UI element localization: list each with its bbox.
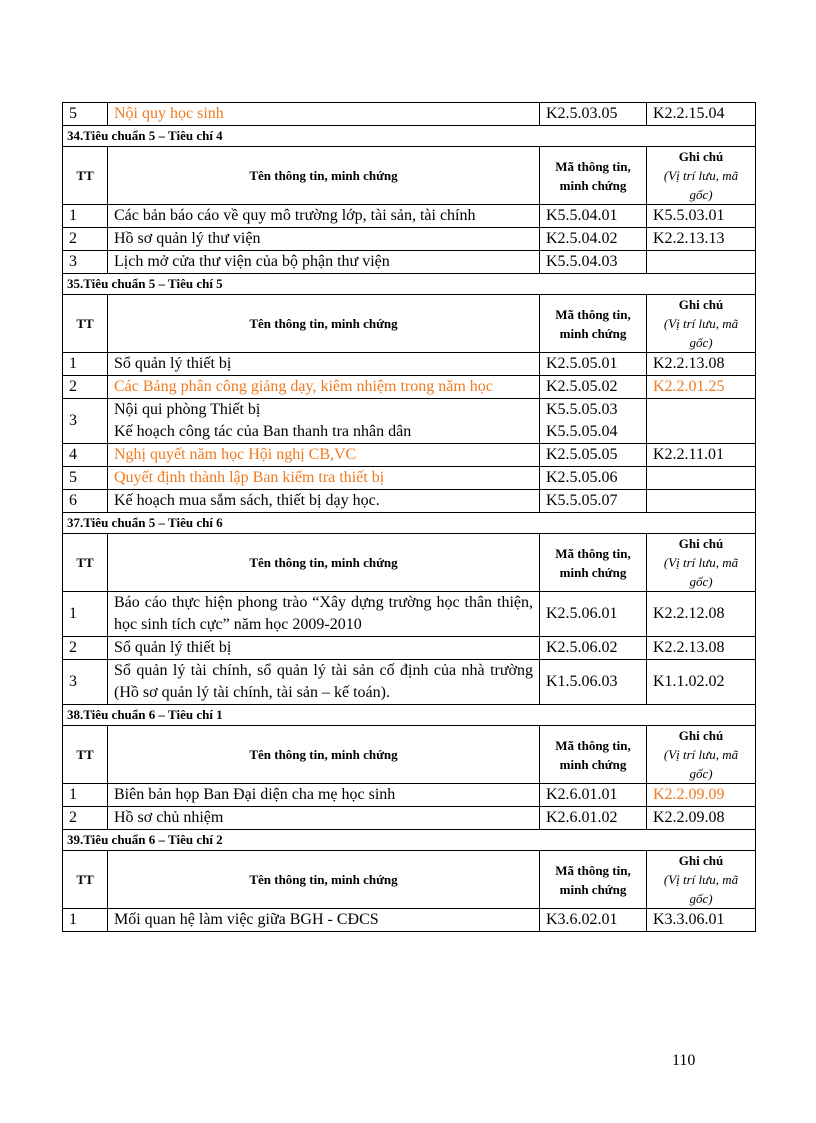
evidence-table bbox=[62, 102, 756, 932]
evidence-name-text: Kế hoạch công tác của Ban thanh tra nhân dân bbox=[114, 423, 412, 440]
header-tt: TT bbox=[63, 726, 108, 784]
section-title-row bbox=[63, 126, 756, 147]
row-note: K2.2.01.25 bbox=[647, 376, 756, 399]
evidence-name-text: Nghị quyết năm học Hội nghị CB,VC bbox=[114, 446, 357, 463]
table-row bbox=[63, 353, 756, 376]
row-evidence-code bbox=[540, 784, 647, 807]
row-evidence-code bbox=[540, 467, 647, 490]
row-evidence-code bbox=[540, 660, 647, 705]
evidence-name-text: Báo cáo thực hiện phong trào “Xây dựng trường học thân thiện, học sinh tích cực” năm học 2009-2010 bbox=[114, 594, 533, 633]
evidence-code-text: K5.5.04.01 bbox=[546, 207, 618, 224]
row-note: K2.2.13.08 bbox=[647, 353, 756, 376]
table-row bbox=[63, 103, 756, 126]
row-note: K2.2.15.04 bbox=[647, 103, 756, 126]
row-number: 1 bbox=[63, 784, 108, 807]
evidence-name-text: Biên bản họp Ban Đại diện cha mẹ học sinh bbox=[114, 786, 396, 803]
table-row bbox=[63, 637, 756, 660]
row-evidence-name bbox=[108, 490, 540, 513]
header-note bbox=[647, 147, 756, 205]
header-code: Mã thông tin, minh chứng bbox=[540, 147, 647, 205]
table-row bbox=[63, 784, 756, 807]
header-name: Tên thông tin, minh chứng bbox=[108, 147, 540, 205]
row-evidence-code bbox=[540, 205, 647, 228]
row-number: 1 bbox=[63, 353, 108, 376]
evidence-code-text: K1.5.06.03 bbox=[546, 673, 618, 690]
row-note bbox=[647, 399, 756, 444]
evidence-name-text: Hồ sơ chủ nhiệm bbox=[114, 809, 224, 826]
row-evidence-name bbox=[108, 660, 540, 705]
row-evidence-code bbox=[540, 637, 647, 660]
row-note bbox=[647, 251, 756, 274]
header-note bbox=[647, 851, 756, 909]
header-name: Tên thông tin, minh chứng bbox=[108, 295, 540, 353]
evidence-name-text: Các Bảng phân công giảng dạy, kiêm nhiệm trong năm học bbox=[114, 378, 493, 395]
row-note: K2.2.13.13 bbox=[647, 228, 756, 251]
row-note: K2.2.09.09 bbox=[647, 784, 756, 807]
evidence-code-text: K3.6.02.01 bbox=[546, 911, 618, 928]
evidence-code-text: K2.6.01.01 bbox=[546, 786, 618, 803]
row-number: 5 bbox=[63, 103, 108, 126]
header-note-title: Ghi chú bbox=[678, 536, 724, 551]
evidence-name-text: Sổ quản lý thiết bị bbox=[114, 355, 232, 372]
row-evidence-name bbox=[108, 103, 540, 126]
evidence-code-text: K2.5.05.02 bbox=[546, 378, 618, 395]
row-evidence-code bbox=[540, 807, 647, 830]
header-tt: TT bbox=[63, 534, 108, 592]
section-title: 37.Tiêu chuẩn 5 – Tiêu chí 6 bbox=[63, 513, 756, 534]
section-title: 34.Tiêu chuẩn 5 – Tiêu chí 4 bbox=[63, 126, 756, 147]
row-number: 6 bbox=[63, 490, 108, 513]
evidence-code-text: K2.5.05.05 bbox=[546, 446, 618, 463]
row-evidence-name bbox=[108, 467, 540, 490]
evidence-name-text: Lịch mở cửa thư viện của bộ phận thư viện bbox=[114, 253, 390, 270]
row-note: K2.2.11.01 bbox=[647, 444, 756, 467]
header-name: Tên thông tin, minh chứng bbox=[108, 726, 540, 784]
table-row bbox=[63, 909, 756, 932]
table-header-row bbox=[63, 851, 756, 909]
section-title: 35.Tiêu chuẩn 5 – Tiêu chí 5 bbox=[63, 274, 756, 295]
evidence-code-text: K5.5.05.07 bbox=[546, 492, 618, 509]
table-row bbox=[63, 228, 756, 251]
header-tt: TT bbox=[63, 295, 108, 353]
header-note-title: Ghi chú bbox=[678, 149, 724, 164]
row-evidence-code bbox=[540, 353, 647, 376]
table-row bbox=[63, 490, 756, 513]
header-tt: TT bbox=[63, 851, 108, 909]
section-title-row bbox=[63, 705, 756, 726]
evidence-name-text: Quyết định thành lập Ban kiểm tra thiết bị bbox=[114, 469, 385, 486]
row-evidence-code bbox=[540, 444, 647, 467]
row-number: 2 bbox=[63, 637, 108, 660]
table-header-row bbox=[63, 534, 756, 592]
row-note bbox=[647, 467, 756, 490]
table-header-row bbox=[63, 726, 756, 784]
evidence-code-text: K2.6.01.02 bbox=[546, 809, 618, 826]
table-header-row bbox=[63, 147, 756, 205]
evidence-name-text: Nội qui phòng Thiết bị bbox=[114, 401, 261, 418]
row-number: 1 bbox=[63, 909, 108, 932]
table-row bbox=[63, 376, 756, 399]
evidence-code-text: K5.5.05.04 bbox=[546, 423, 618, 440]
row-evidence-name bbox=[108, 784, 540, 807]
header-name: Tên thông tin, minh chứng bbox=[108, 851, 540, 909]
evidence-name-text: Mối quan hệ làm việc giữa BGH - CĐCS bbox=[114, 911, 379, 928]
evidence-name-text: Kế hoạch mua sắm sách, thiết bị dạy học. bbox=[114, 492, 380, 509]
row-note: K2.2.13.08 bbox=[647, 637, 756, 660]
evidence-name-text: Hồ sơ quản lý thư viện bbox=[114, 230, 261, 247]
row-number: 3 bbox=[63, 660, 108, 705]
row-evidence-code bbox=[540, 376, 647, 399]
table-row bbox=[63, 660, 756, 705]
row-note bbox=[647, 490, 756, 513]
row-evidence-code bbox=[540, 103, 647, 126]
row-evidence-name bbox=[108, 353, 540, 376]
header-note-subtitle: (Vị trí lưu, mã gốc) bbox=[663, 747, 739, 781]
row-evidence-code bbox=[540, 592, 647, 637]
table-row bbox=[63, 592, 756, 637]
row-number: 3 bbox=[63, 251, 108, 274]
row-note: K2.2.09.08 bbox=[647, 807, 756, 830]
row-evidence-name bbox=[108, 228, 540, 251]
row-evidence-name bbox=[108, 909, 540, 932]
row-evidence-code bbox=[540, 228, 647, 251]
row-evidence-name bbox=[108, 592, 540, 637]
evidence-name-text: Các bản báo cáo về quy mô trường lớp, tài sản, tài chính bbox=[114, 207, 476, 224]
header-note-title: Ghi chú bbox=[678, 297, 724, 312]
row-evidence-code bbox=[540, 399, 647, 444]
row-number: 2 bbox=[63, 376, 108, 399]
section-title-row bbox=[63, 274, 756, 295]
row-evidence-name bbox=[108, 637, 540, 660]
table-row bbox=[63, 251, 756, 274]
header-note-subtitle: (Vị trí lưu, mã gốc) bbox=[663, 316, 739, 350]
table-row bbox=[63, 467, 756, 490]
row-evidence-code bbox=[540, 909, 647, 932]
section-title-row bbox=[63, 513, 756, 534]
row-number: 1 bbox=[63, 592, 108, 637]
row-evidence-name bbox=[108, 251, 540, 274]
section-title-row bbox=[63, 830, 756, 851]
evidence-code-text: K2.5.05.01 bbox=[546, 355, 618, 372]
row-number: 2 bbox=[63, 807, 108, 830]
table-row bbox=[63, 205, 756, 228]
header-note-title: Ghi chú bbox=[678, 728, 724, 743]
row-number: 1 bbox=[63, 205, 108, 228]
header-code: Mã thông tin, minh chứng bbox=[540, 851, 647, 909]
row-number: 4 bbox=[63, 444, 108, 467]
row-number: 3 bbox=[63, 399, 108, 444]
evidence-code-text: K2.5.06.02 bbox=[546, 639, 618, 656]
page-number: 110 bbox=[672, 1052, 696, 1069]
header-note-subtitle: (Vị trí lưu, mã gốc) bbox=[663, 872, 739, 906]
row-note: K2.2.12.08 bbox=[647, 592, 756, 637]
header-tt: TT bbox=[63, 147, 108, 205]
table-header-row bbox=[63, 295, 756, 353]
row-evidence-name bbox=[108, 205, 540, 228]
row-evidence-name bbox=[108, 376, 540, 399]
evidence-code-text: K2.5.06.01 bbox=[546, 605, 618, 622]
row-evidence-name bbox=[108, 444, 540, 467]
header-note bbox=[647, 295, 756, 353]
row-number: 2 bbox=[63, 228, 108, 251]
header-note bbox=[647, 726, 756, 784]
table-row bbox=[63, 807, 756, 830]
evidence-code-text: K5.5.04.03 bbox=[546, 253, 618, 270]
header-note bbox=[647, 534, 756, 592]
row-note: K1.1.02.02 bbox=[647, 660, 756, 705]
row-number: 5 bbox=[63, 467, 108, 490]
row-evidence-code bbox=[540, 490, 647, 513]
evidence-name-text: Sổ quản lý thiết bị bbox=[114, 639, 232, 656]
header-code: Mã thông tin, minh chứng bbox=[540, 726, 647, 784]
evidence-code-text: K2.5.05.06 bbox=[546, 469, 618, 486]
evidence-name-text: Nội quy học sinh bbox=[114, 105, 224, 122]
evidence-name-text: Sổ quản lý tài chính, sổ quản lý tài sản cố định của nhà trường (Hồ sơ quản lý tài chính, tài sản – kế toán). bbox=[114, 662, 533, 701]
row-evidence-name bbox=[108, 807, 540, 830]
row-evidence-name bbox=[108, 399, 540, 444]
header-note-subtitle: (Vị trí lưu, mã gốc) bbox=[663, 555, 739, 589]
evidence-code-text: K2.5.04.02 bbox=[546, 230, 618, 247]
header-note-subtitle: (Vị trí lưu, mã gốc) bbox=[663, 168, 739, 202]
table-row bbox=[63, 444, 756, 467]
header-code: Mã thông tin, minh chứng bbox=[540, 295, 647, 353]
header-code: Mã thông tin, minh chứng bbox=[540, 534, 647, 592]
header-note-title: Ghi chú bbox=[678, 853, 724, 868]
evidence-code-text: K5.5.05.03 bbox=[546, 401, 618, 418]
row-note: K5.5.03.01 bbox=[647, 205, 756, 228]
row-evidence-code bbox=[540, 251, 647, 274]
table-row bbox=[63, 399, 756, 444]
section-title: 38.Tiêu chuẩn 6 – Tiêu chí 1 bbox=[63, 705, 756, 726]
evidence-code-text: K2.5.03.05 bbox=[546, 105, 618, 122]
section-title: 39.Tiêu chuẩn 6 – Tiêu chí 2 bbox=[63, 830, 756, 851]
header-name: Tên thông tin, minh chứng bbox=[108, 534, 540, 592]
row-note: K3.3.06.01 bbox=[647, 909, 756, 932]
